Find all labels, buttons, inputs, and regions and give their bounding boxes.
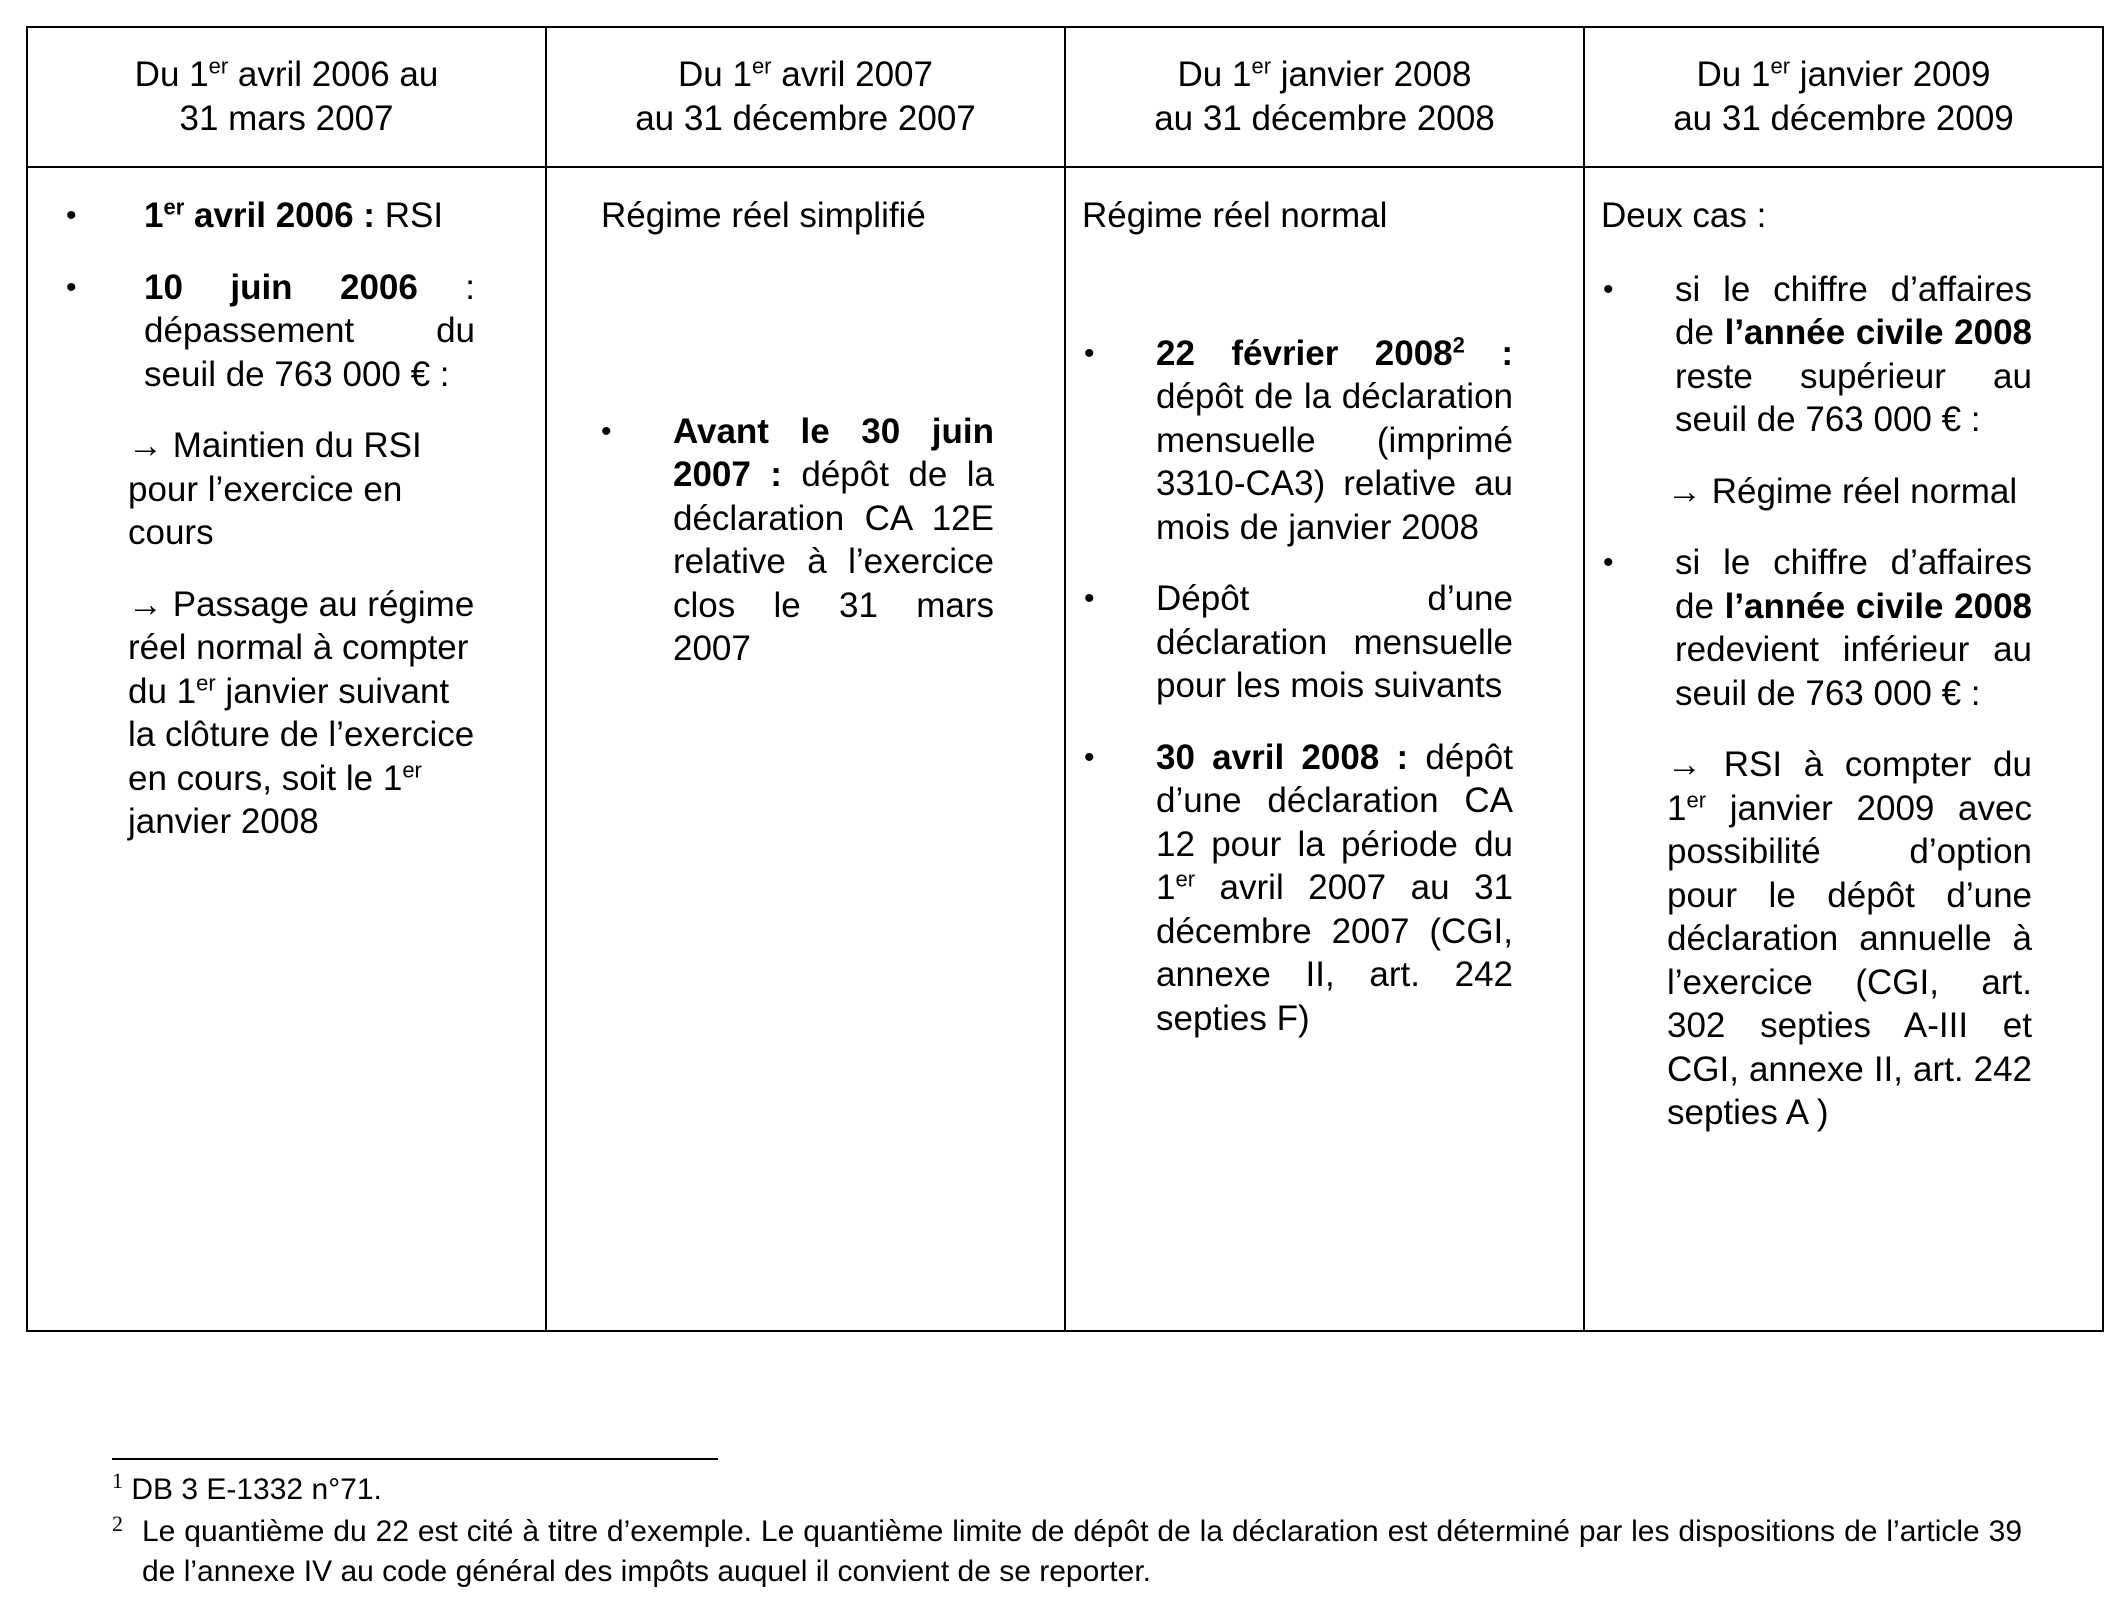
list-item: • Avant le 30 juin 2007 : dépôt de la déclaration CA 12E relative à l’exercice clos le 31 mars 2007 bbox=[601, 411, 994, 668]
bullet-icon: • bbox=[1084, 582, 1095, 615]
header-cell-period-2: Du 1er avril 2007 au 31 décembre 2007 bbox=[546, 27, 1065, 167]
arrow-icon: → bbox=[1667, 471, 1702, 511]
content-cell-period-3 bbox=[1065, 167, 1584, 1331]
list-item: • Dépôt d’une déclaration mensuelle pour les mois suivants bbox=[1084, 579, 1513, 705]
bullet-icon: • bbox=[1084, 336, 1095, 370]
list-item: • 10 juin 2006 : dépassement du seuil de 763 000 € : bbox=[66, 267, 475, 394]
arrow-paragraph: → Régime réel normal bbox=[1667, 471, 2018, 511]
header-cell-period-3: Du 1er janvier 2008 au 31 décembre 2008 bbox=[1065, 27, 1584, 167]
footnote-2: 2 Le quantième du 22 est cité à titre d’exemple. Le quantième limite de dépôt de la déclaration est déterminé par les dispositions de l’article 39 de l’annexe IV au code général des impôts auquel il convient de se reporter. bbox=[112, 1511, 2022, 1588]
footnote-separator bbox=[112, 1458, 718, 1460]
list-item: • si le chiffre d’affaires de l’année civile 2008 reste supérieur au seuil de 763 000 € : bbox=[1603, 269, 2032, 439]
arrow-paragraph: → Passage au régime réel normal à compter du 1er janvier suivant la clôture de l’exercice en cours, soit le 1er janvier 2008 bbox=[128, 584, 475, 841]
bullet-icon: • bbox=[1084, 740, 1095, 774]
bullet-list bbox=[1601, 268, 2032, 442]
footnote-1: $^1$ DB 3 E-1332 n°71. bbox=[112, 1468, 382, 1506]
list-item: • 1er avril 2006 : RSI bbox=[102, 194, 475, 238]
list-item: • 22 février 2008$^2$ : dépôt de la déclaration mensuelle (imprimé 3310-CA3) relative au mois de janvier 2008 bbox=[1084, 331, 1513, 547]
list-item: • si le chiffre d’affaires de l’année civile 2008 redevient inférieur au seuil de 763 000 € : bbox=[1603, 543, 2032, 713]
bullet-list bbox=[1082, 332, 1513, 1041]
content-cell-period-4 bbox=[1584, 167, 2103, 1331]
bullet-icon: • bbox=[1603, 546, 1614, 579]
content-cell-period-2 bbox=[546, 167, 1065, 1331]
arrow-paragraph: → RSI à compter du 1er janvier 2009 avec possibilité d’option pour le dépôt d’une déclaration annuelle à l’exercice (CGI, art. 302 septies A-III et CGI, annexe II, art. 242 septies A ) bbox=[1667, 745, 2032, 1132]
arrow-paragraph: → Maintien du RSI pour l’exercice en cours bbox=[128, 426, 422, 552]
content-row bbox=[27, 167, 2103, 1331]
bullet-list bbox=[601, 410, 994, 671]
bullet-list bbox=[1601, 541, 2032, 715]
bullet-icon: • bbox=[1603, 272, 1614, 306]
regime-title: Régime réel simplifié bbox=[601, 196, 926, 235]
bullet-list bbox=[66, 194, 475, 396]
bullet-icon: • bbox=[601, 414, 612, 448]
header-cell-period-1: Du 1er avril 2006 au 31 mars 2007 bbox=[27, 27, 546, 167]
bullet-icon: • bbox=[66, 199, 77, 232]
list-item: • 30 avril 2008 : dépôt d’une déclaration CA 12 pour la période du 1er avril 2007 au 31 décembre 2007 (CGI, annexe II, art. 242 septies F) bbox=[1084, 737, 1513, 1038]
regime-title: Régime réel normal bbox=[1082, 196, 1388, 235]
content-cell-period-1 bbox=[27, 167, 546, 1331]
cases-title: Deux cas : bbox=[1601, 196, 1767, 235]
arrow-icon: → bbox=[128, 426, 163, 465]
header-row bbox=[27, 27, 2103, 167]
bullet-icon: • bbox=[66, 270, 77, 304]
arrow-icon: → bbox=[1667, 745, 1702, 784]
regime-timeline-table bbox=[26, 26, 2104, 1332]
arrow-icon: → bbox=[128, 584, 163, 624]
header-cell-period-4: Du 1er janvier 2009 au 31 décembre 2009 bbox=[1584, 27, 2103, 167]
